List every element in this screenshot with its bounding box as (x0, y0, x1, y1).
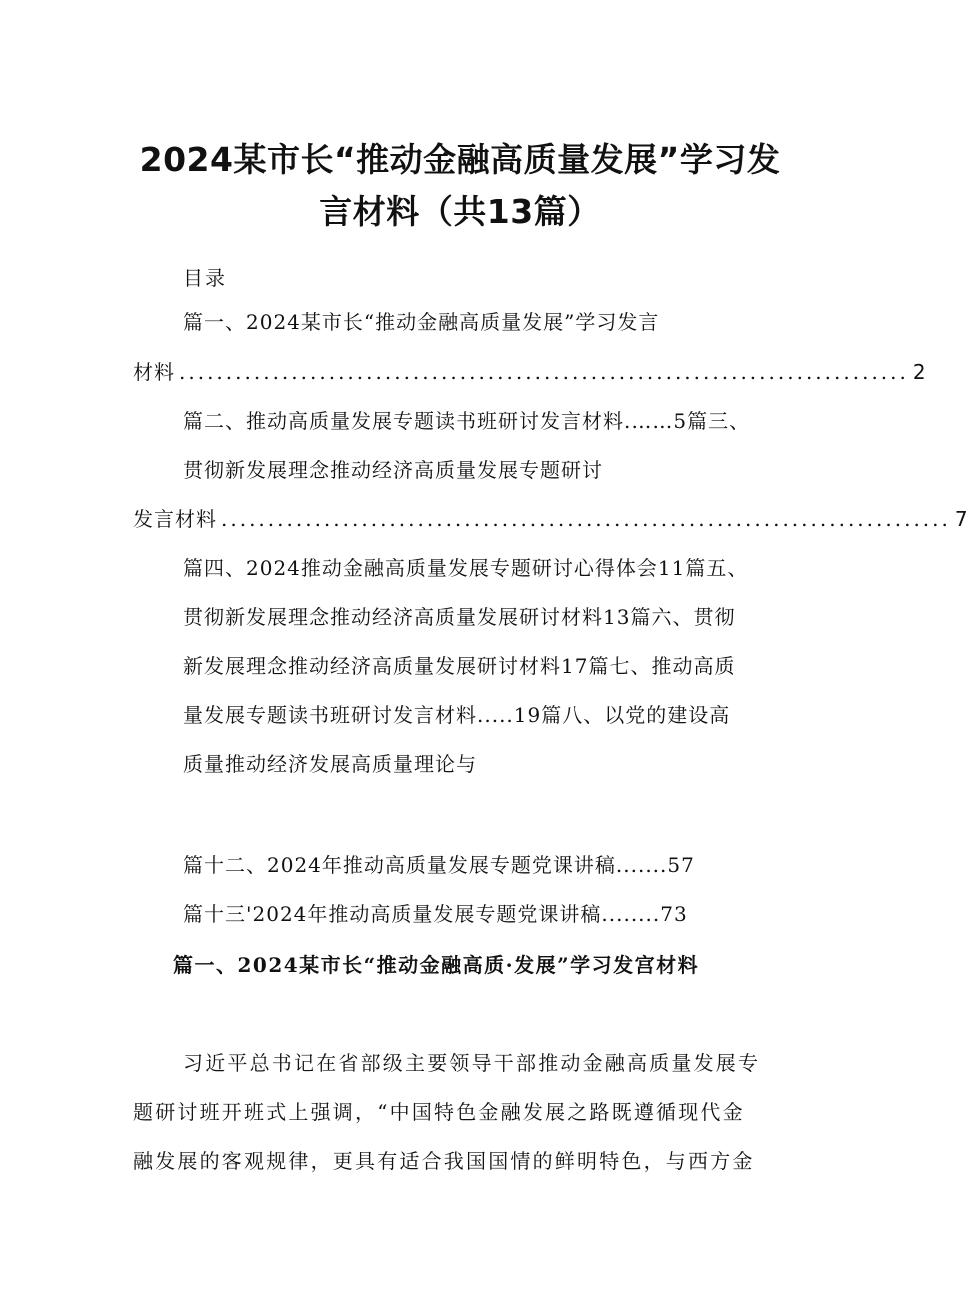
toc-line-4: 贯彻新发展理念推动经济高质量发展专题研讨 (183, 458, 603, 482)
paragraph-line-3: 融发展的客观规律，更具有适合我国国情的鲜明特色，与西方金 (133, 1149, 755, 1173)
toc-entry-1-line-2 (133, 360, 927, 384)
document-title-line-2: 言材料（共13篇） (319, 192, 601, 231)
toc-leader-dots: .............................................................................. (221, 507, 951, 531)
toc-entry-1-text: 材料 (133, 360, 175, 384)
toc-line-8: 新发展理念推动经济高质量发展研讨材料17篇七、推动高质 (183, 654, 736, 678)
toc-line-6: 篇四、2024推动金融高质量发展专题研讨心得体会11篇五、 (183, 556, 749, 580)
toc-entry-1-line-1: 篇一、2024某市长“推动金融高质量发展”学习发言 (183, 310, 660, 334)
toc-line-11: 篇十二、2024年推动高质量发展专题党课讲稿.......57 (183, 853, 695, 877)
toc-entry-3-page: 7 (954, 507, 969, 531)
toc-line-7: 贯彻新发展理念推动经济高质量发展研讨材料13篇六、贯彻 (183, 605, 736, 629)
section-heading: 篇一、2024某市长“推动金融高质·发展”学习发宫材料 (173, 953, 700, 977)
toc-line-10: 质量推动经济发展高质量理论与 (183, 752, 477, 776)
paragraph-line-2: 题研讨班开班式上强调，“中国特色金融发展之路既遵循现代金 (133, 1100, 745, 1124)
toc-entry-3-text: 发言材料 (133, 507, 217, 531)
toc-line-12: 篇十三'2024年推动高质量发展专题党课讲稿........73 (183, 902, 688, 926)
toc-line-9: 量发展专题读书班研讨发言材料.....19篇八、以党的建设高 (183, 703, 731, 727)
toc-entry-1-page: 2 (912, 360, 927, 384)
toc-leader-dots: .............................................................................. (179, 360, 909, 384)
toc-line-3: 篇二、推动高质量发展专题读书班研讨发言材料.……5篇三、 (183, 409, 751, 433)
toc-label: 目录 (183, 266, 227, 290)
document-title-line-1: 2024某市长“推动金融高质量发展”学习发 (139, 140, 781, 179)
paragraph-line-1: 习近平总书记在省部级主要领导干部推动金融高质量发展专 (183, 1051, 761, 1075)
toc-entry-3-line (133, 507, 969, 531)
